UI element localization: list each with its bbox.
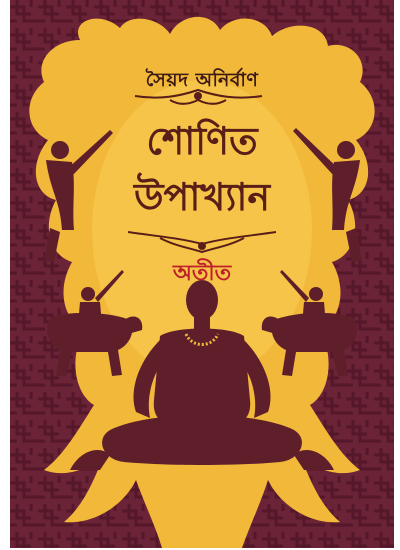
title-line-1: শোণিত (146, 118, 258, 163)
title-line-2: উপাখ্যান (133, 174, 271, 219)
author-name: সৈয়দ অনির্বাণ (145, 69, 259, 91)
subtitle: অতীত (172, 260, 232, 286)
book-cover (10, 0, 394, 548)
